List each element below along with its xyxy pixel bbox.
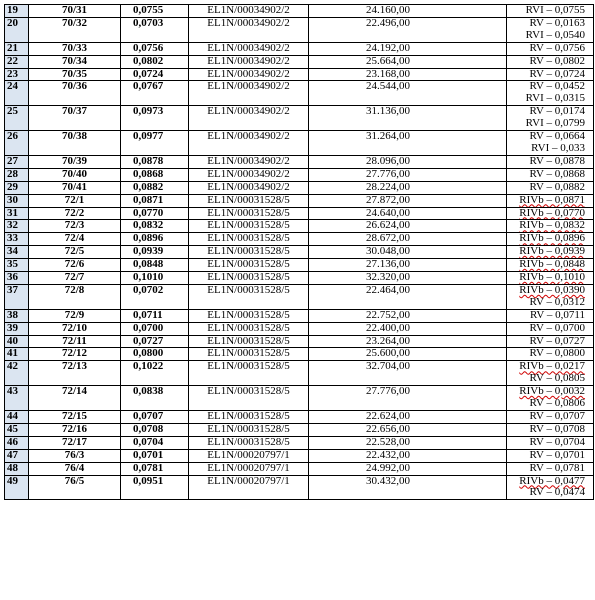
land-register-cell: EL1N/00031528/5	[189, 348, 309, 361]
area-cell: 0,0800	[121, 348, 189, 361]
table-row	[5, 233, 594, 246]
table-row	[5, 155, 594, 168]
soil-class-cell	[507, 348, 594, 361]
soil-class-cell	[507, 449, 594, 462]
land-register-cell: EL1N/00031528/5	[189, 361, 309, 386]
row-number-cell: 43	[5, 386, 29, 411]
soil-class-cell	[507, 68, 594, 81]
row-number-cell: 33	[5, 233, 29, 246]
land-plot-table-page	[4, 4, 594, 500]
land-register-cell: EL1N/00034902/2	[189, 68, 309, 81]
row-number-cell: 29	[5, 181, 29, 194]
row-number-cell: 23	[5, 68, 29, 81]
plot-number-cell: 72/13	[29, 361, 121, 386]
value-cell: 28.096,00	[309, 155, 507, 168]
table-row	[5, 335, 594, 348]
table-row	[5, 5, 594, 18]
table-row	[5, 436, 594, 449]
area-cell: 0,0871	[121, 194, 189, 207]
soil-class-entry: RV – 0,0312	[529, 295, 585, 308]
value-cell: 23.264,00	[309, 335, 507, 348]
soil-class-cell	[507, 131, 594, 156]
soil-class-entry: RIVb – 0,0217	[519, 360, 585, 373]
area-cell: 0,0711	[121, 309, 189, 322]
soil-class-cell	[507, 106, 594, 131]
row-number-cell: 19	[5, 5, 29, 18]
plot-number-cell: 72/5	[29, 246, 121, 259]
land-register-cell: EL1N/00034902/2	[189, 81, 309, 106]
area-cell: 0,0727	[121, 335, 189, 348]
land-register-cell: EL1N/00034902/2	[189, 131, 309, 156]
area-cell: 0,0755	[121, 5, 189, 18]
row-number-cell: 34	[5, 246, 29, 259]
table-row	[5, 131, 594, 156]
land-register-cell: EL1N/00031528/5	[189, 220, 309, 233]
soil-class-cell	[507, 423, 594, 436]
table-row	[5, 284, 594, 309]
soil-class-entry: RV – 0,0882	[529, 181, 585, 193]
soil-class-cell	[507, 462, 594, 475]
soil-class-cell	[507, 246, 594, 259]
row-number-cell: 30	[5, 194, 29, 207]
plot-number-cell: 70/34	[29, 55, 121, 68]
value-cell: 22.528,00	[309, 436, 507, 449]
land-register-cell: EL1N/00034902/2	[189, 5, 309, 18]
plot-number-cell: 70/33	[29, 42, 121, 55]
row-number-cell: 38	[5, 309, 29, 322]
table-row	[5, 246, 594, 259]
value-cell: 30.048,00	[309, 246, 507, 259]
plot-number-cell: 72/8	[29, 284, 121, 309]
soil-class-entry: RV – 0,0707	[529, 410, 585, 422]
plot-number-cell: 72/7	[29, 272, 121, 285]
value-cell: 30.432,00	[309, 475, 507, 500]
land-register-cell: EL1N/00034902/2	[189, 42, 309, 55]
plot-number-cell: 70/32	[29, 17, 121, 42]
value-cell: 32.704,00	[309, 361, 507, 386]
area-cell: 0,0700	[121, 322, 189, 335]
soil-class-entry: RV – 0,0163	[529, 17, 585, 29]
plot-number-cell: 70/35	[29, 68, 121, 81]
soil-class-cell	[507, 42, 594, 55]
soil-class-cell	[507, 475, 594, 500]
soil-class-cell	[507, 181, 594, 194]
table-row	[5, 462, 594, 475]
land-register-cell: EL1N/00031528/5	[189, 207, 309, 220]
value-cell: 24.160,00	[309, 5, 507, 18]
area-cell: 0,0701	[121, 449, 189, 462]
soil-class-entry: RVI – 0,0315	[525, 92, 585, 105]
plot-number-cell: 76/5	[29, 475, 121, 500]
value-cell: 23.168,00	[309, 68, 507, 81]
soil-class-entry: RV – 0,0174	[529, 105, 585, 118]
table-row	[5, 42, 594, 55]
land-register-cell: EL1N/00034902/2	[189, 17, 309, 42]
area-cell: 0,0882	[121, 181, 189, 194]
row-number-cell: 22	[5, 55, 29, 68]
table-row	[5, 259, 594, 272]
soil-class-entry: RV – 0,0704	[529, 436, 585, 448]
value-cell: 28.672,00	[309, 233, 507, 246]
value-cell: 24.192,00	[309, 42, 507, 55]
row-number-cell: 36	[5, 272, 29, 285]
value-cell: 24.992,00	[309, 462, 507, 475]
area-cell: 0,0703	[121, 17, 189, 42]
land-register-cell: EL1N/00034902/2	[189, 181, 309, 194]
table-row	[5, 17, 594, 42]
soil-class-entry: RV – 0,0878	[529, 155, 585, 167]
table-row	[5, 309, 594, 322]
soil-class-cell	[507, 233, 594, 246]
row-number-cell: 35	[5, 259, 29, 272]
value-cell: 22.400,00	[309, 322, 507, 335]
row-number-cell: 47	[5, 449, 29, 462]
value-cell: 22.752,00	[309, 309, 507, 322]
value-cell: 22.624,00	[309, 411, 507, 424]
plot-number-cell: 72/2	[29, 207, 121, 220]
row-number-cell: 27	[5, 155, 29, 168]
land-register-cell: EL1N/00031528/5	[189, 246, 309, 259]
soil-class-entry: RV – 0,0452	[529, 80, 585, 93]
plot-number-cell: 70/39	[29, 155, 121, 168]
area-cell: 0,0838	[121, 386, 189, 411]
area-cell: 0,0724	[121, 68, 189, 81]
table-row	[5, 272, 594, 285]
soil-class-entry: RIVb – 0,0939	[519, 245, 585, 258]
land-register-cell: EL1N/00031528/5	[189, 272, 309, 285]
soil-class-entry: RV – 0,0805	[529, 372, 585, 385]
soil-class-cell	[507, 168, 594, 181]
soil-class-entry: RVI – 0,033	[531, 141, 585, 154]
table-row	[5, 194, 594, 207]
table-row	[5, 361, 594, 386]
area-cell: 0,0878	[121, 155, 189, 168]
land-register-cell: EL1N/00034902/2	[189, 55, 309, 68]
plot-number-cell: 72/14	[29, 386, 121, 411]
soil-class-entry: RIVb – 0,0770	[519, 207, 585, 219]
row-number-cell: 37	[5, 284, 29, 309]
row-number-cell: 40	[5, 335, 29, 348]
soil-class-cell	[507, 361, 594, 386]
value-cell: 31.136,00	[309, 106, 507, 131]
value-cell: 24.544,00	[309, 81, 507, 106]
land-plot-table	[4, 4, 594, 500]
soil-class-cell	[507, 259, 594, 272]
soil-class-cell	[507, 81, 594, 106]
plot-number-cell: 72/6	[29, 259, 121, 272]
area-cell: 0,0704	[121, 436, 189, 449]
soil-class-cell	[507, 17, 594, 42]
soil-class-entry: RIVb – 0,0032	[519, 385, 585, 398]
land-register-cell: EL1N/00031528/5	[189, 259, 309, 272]
table-row	[5, 81, 594, 106]
soil-class-entry: RV – 0,0802	[529, 55, 585, 67]
area-cell: 0,0896	[121, 233, 189, 246]
value-cell: 32.320,00	[309, 272, 507, 285]
plot-number-cell: 72/3	[29, 220, 121, 233]
row-number-cell: 49	[5, 475, 29, 500]
table-row	[5, 411, 594, 424]
land-register-cell: EL1N/00034902/2	[189, 155, 309, 168]
area-cell: 0,0707	[121, 411, 189, 424]
land-register-cell: EL1N/00031528/5	[189, 284, 309, 309]
soil-class-entry: RV – 0,0756	[529, 42, 585, 54]
soil-class-entry: RIVb – 0,0871	[519, 194, 585, 206]
soil-class-cell	[507, 155, 594, 168]
soil-class-entry: RV – 0,0800	[529, 347, 585, 360]
table-row	[5, 475, 594, 500]
soil-class-entry: RVI – 0,0755	[525, 4, 585, 16]
table-row	[5, 207, 594, 220]
plot-number-cell: 72/4	[29, 233, 121, 246]
plot-number-cell: 76/4	[29, 462, 121, 475]
soil-class-entry: RIVb – 0,0390	[519, 284, 585, 296]
soil-class-cell	[507, 207, 594, 220]
table-row	[5, 220, 594, 233]
soil-class-cell	[507, 55, 594, 68]
row-number-cell: 39	[5, 322, 29, 335]
table-row	[5, 322, 594, 335]
table-row	[5, 106, 594, 131]
land-register-cell: EL1N/00031528/5	[189, 233, 309, 246]
area-cell: 0,0973	[121, 106, 189, 131]
plot-number-cell: 70/31	[29, 5, 121, 18]
area-cell: 0,0756	[121, 42, 189, 55]
row-number-cell: 26	[5, 131, 29, 156]
soil-class-entry: RV – 0,0711	[529, 309, 585, 321]
table-row	[5, 348, 594, 361]
plot-number-cell: 76/3	[29, 449, 121, 462]
area-cell: 0,0708	[121, 423, 189, 436]
soil-class-entry: RIVb – 0,0848	[519, 258, 585, 271]
land-register-cell: EL1N/00031528/5	[189, 309, 309, 322]
area-cell: 0,0802	[121, 55, 189, 68]
plot-number-cell: 70/37	[29, 106, 121, 131]
plot-number-cell: 72/9	[29, 309, 121, 322]
value-cell: 22.464,00	[309, 284, 507, 309]
soil-class-entry: RIVb – 0,0896	[519, 232, 585, 245]
soil-class-cell	[507, 322, 594, 335]
area-cell: 0,0781	[121, 462, 189, 475]
soil-class-entry: RV – 0,0664	[529, 130, 585, 143]
land-register-cell: EL1N/00031528/5	[189, 386, 309, 411]
row-number-cell: 48	[5, 462, 29, 475]
row-number-cell: 31	[5, 207, 29, 220]
row-number-cell: 45	[5, 423, 29, 436]
row-number-cell: 25	[5, 106, 29, 131]
value-cell: 25.600,00	[309, 348, 507, 361]
row-number-cell: 21	[5, 42, 29, 55]
soil-class-entry: RIVb – 0,0832	[519, 219, 585, 232]
soil-class-entry: RVI – 0,0540	[525, 28, 585, 41]
row-number-cell: 20	[5, 17, 29, 42]
plot-number-cell: 72/11	[29, 335, 121, 348]
area-cell: 0,1010	[121, 272, 189, 285]
soil-class-cell	[507, 5, 594, 18]
row-number-cell: 32	[5, 220, 29, 233]
table-row	[5, 55, 594, 68]
plot-number-cell: 72/12	[29, 348, 121, 361]
row-number-cell: 28	[5, 168, 29, 181]
land-register-cell: EL1N/00031528/5	[189, 335, 309, 348]
plot-number-cell: 70/40	[29, 168, 121, 181]
soil-class-cell	[507, 411, 594, 424]
land-register-cell: EL1N/00034902/2	[189, 168, 309, 181]
land-register-cell: EL1N/00020797/1	[189, 475, 309, 500]
value-cell: 28.224,00	[309, 181, 507, 194]
area-cell: 0,0848	[121, 259, 189, 272]
table-row	[5, 181, 594, 194]
area-cell: 0,0702	[121, 284, 189, 309]
soil-class-cell	[507, 194, 594, 207]
row-number-cell: 42	[5, 361, 29, 386]
land-register-cell: EL1N/00031528/5	[189, 194, 309, 207]
area-cell: 0,0868	[121, 168, 189, 181]
soil-class-entry: RV – 0,0724	[529, 68, 585, 80]
land-register-cell: EL1N/00031528/5	[189, 423, 309, 436]
plot-number-cell: 70/36	[29, 81, 121, 106]
plot-number-cell: 72/16	[29, 423, 121, 436]
soil-class-entry: RV – 0,0781	[529, 462, 585, 474]
value-cell: 27.776,00	[309, 168, 507, 181]
land-register-cell: EL1N/00031528/5	[189, 411, 309, 424]
area-cell: 0,0770	[121, 207, 189, 220]
row-number-cell: 41	[5, 348, 29, 361]
land-register-cell: EL1N/00020797/1	[189, 449, 309, 462]
soil-class-cell	[507, 272, 594, 285]
table-row	[5, 68, 594, 81]
soil-class-entry: RVI – 0,0799	[525, 117, 585, 130]
soil-class-cell	[507, 309, 594, 322]
soil-class-cell	[507, 220, 594, 233]
soil-class-cell	[507, 386, 594, 411]
value-cell: 27.776,00	[309, 386, 507, 411]
soil-class-entry: RV – 0,0700	[529, 322, 585, 334]
area-cell: 0,1022	[121, 361, 189, 386]
soil-class-entry: RV – 0,0708	[529, 423, 585, 435]
area-cell: 0,0767	[121, 81, 189, 106]
plot-number-cell: 70/38	[29, 131, 121, 156]
soil-class-entry: RIVb – 0,1010	[519, 271, 585, 284]
land-register-cell: EL1N/00020797/1	[189, 462, 309, 475]
land-register-cell: EL1N/00031528/5	[189, 322, 309, 335]
plot-number-cell: 70/41	[29, 181, 121, 194]
row-number-cell: 24	[5, 81, 29, 106]
value-cell: 31.264,00	[309, 131, 507, 156]
table-body	[5, 5, 594, 500]
soil-class-entry: RV – 0,0701	[529, 449, 585, 461]
land-register-cell: EL1N/00034902/2	[189, 106, 309, 131]
value-cell: 27.872,00	[309, 194, 507, 207]
soil-class-cell	[507, 436, 594, 449]
soil-class-entry: RV – 0,0727	[529, 335, 585, 347]
table-row	[5, 423, 594, 436]
value-cell: 22.496,00	[309, 17, 507, 42]
row-number-cell: 46	[5, 436, 29, 449]
value-cell: 25.664,00	[309, 55, 507, 68]
soil-class-entry: RV – 0,0474	[529, 486, 585, 499]
row-number-cell: 44	[5, 411, 29, 424]
value-cell: 26.624,00	[309, 220, 507, 233]
land-register-cell: EL1N/00031528/5	[189, 436, 309, 449]
area-cell: 0,0939	[121, 246, 189, 259]
soil-class-entry: RV – 0,0806	[529, 397, 585, 410]
area-cell: 0,0977	[121, 131, 189, 156]
table-row	[5, 168, 594, 181]
soil-class-entry: RIVb – 0,0477	[519, 475, 585, 487]
value-cell: 22.432,00	[309, 449, 507, 462]
plot-number-cell: 72/1	[29, 194, 121, 207]
table-row	[5, 386, 594, 411]
plot-number-cell: 72/15	[29, 411, 121, 424]
area-cell: 0,0832	[121, 220, 189, 233]
value-cell: 27.136,00	[309, 259, 507, 272]
area-cell: 0,0951	[121, 475, 189, 500]
soil-class-cell	[507, 284, 594, 309]
plot-number-cell: 72/10	[29, 322, 121, 335]
value-cell: 22.656,00	[309, 423, 507, 436]
soil-class-entry: RV – 0,0868	[529, 168, 585, 180]
plot-number-cell: 72/17	[29, 436, 121, 449]
soil-class-cell	[507, 335, 594, 348]
value-cell: 24.640,00	[309, 207, 507, 220]
table-row	[5, 449, 594, 462]
